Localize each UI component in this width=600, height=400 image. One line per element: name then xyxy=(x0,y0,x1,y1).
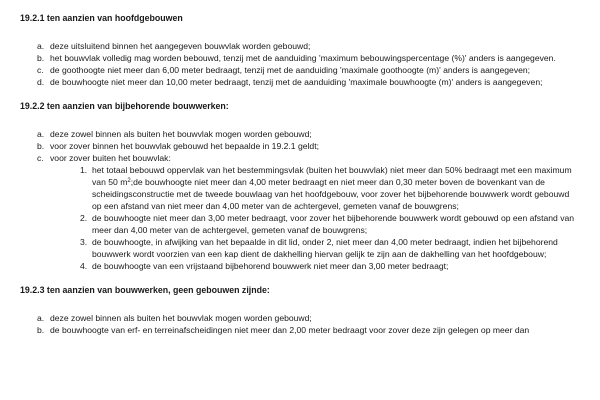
sub-list-marker: 1. xyxy=(80,165,88,175)
sub-list-item-text: het totaal bebouwd oppervlak van het bestemmingsvlak (buiten het bouwvlak) niet meer dan 50% bedraagt met een maximum van 50 m xyxy=(92,165,572,187)
list-item xyxy=(20,40,580,52)
list-marker: c. xyxy=(37,153,44,163)
sub-list-item xyxy=(20,212,580,236)
list-item-text: deze zowel binnen als buiten het bouwvlak mogen worden gebouwd; xyxy=(50,313,312,323)
list-item xyxy=(20,324,580,336)
sub-list-item-text-continued: ;de bouwhoogte niet meer dan 4,00 meter bedraagt en niet meer dan 0,30 meter boven de bovenkant van de scheidingsconstructie met de tweede bouwlaag van het hoofdgebouw, voor zover het bijbehorende bouwwerk wordt gebouwd op een afstand van niet meer dan 4,00 meter van de achtergevel, gemeten vanaf de bouwgrens; xyxy=(92,177,570,211)
list-marker: a. xyxy=(37,313,45,323)
sub-list-item xyxy=(20,260,580,272)
list-item-text: de bouwhoogte niet meer dan 10,00 meter bedraagt, tenzij met de aanduiding 'maximale bouwhoogte (m)' anders is aangegeven; xyxy=(50,77,543,87)
list-marker: a. xyxy=(37,129,45,139)
list-item xyxy=(20,52,580,64)
list-marker: a. xyxy=(37,41,45,51)
list-item-text: deze uitsluitend binnen het aangegeven bouwvlak worden gebouwd; xyxy=(50,41,311,51)
list-item-text: de bouwhoogte van erf- en terreinafscheidingen niet meer dan 2,00 meter bedraagt voor zover deze zijn gelegen op meer dan xyxy=(50,325,530,335)
superscript: 2 xyxy=(127,178,131,184)
section-heading-19-2-3: 19.2.3 ten aanzien van bouwwerken, geen gebouwen zijnde: xyxy=(20,285,270,295)
sub-list-marker: 3. xyxy=(80,237,88,247)
section-heading-19-2-2: 19.2.2 ten aanzien van bijbehorende bouwwerken: xyxy=(20,101,229,111)
list-marker: b. xyxy=(37,141,45,151)
list-item-text: voor zover buiten het bouwvlak: xyxy=(50,153,171,163)
list-marker: d. xyxy=(37,77,45,87)
sub-list-marker: 4. xyxy=(80,261,88,271)
sub-list-item-text: de bouwhoogte, in afwijking van het bepaalde in dit lid, onder 2, niet meer dan 4,00 meter bedraagt, indien het bijbehorend bouwwerk wordt voorzien van een kap dient de dakhelling hiervan gelijk te zijn aan de dakhelling van het hoofdgebouw; xyxy=(92,237,558,259)
section-heading-19-2-1: 19.2.1 ten aanzien van hoofdgebouwen xyxy=(20,13,183,23)
sub-list-marker: 2. xyxy=(80,213,88,223)
sub-list-item-text: de bouwhoogte van een vrijstaand bijbehorend bouwwerk niet meer dan 3,00 meter bedraagt; xyxy=(92,261,449,271)
list-item xyxy=(20,312,580,324)
list-marker: b. xyxy=(37,325,45,335)
list-item-text: deze zowel binnen als buiten het bouwvlak mogen worden gebouwd; xyxy=(50,129,312,139)
list-item xyxy=(20,128,580,140)
list-item-text: het bouwvlak volledig mag worden bebouwd, tenzij met de aanduiding 'maximum bebouwingspercentage (%)' anders is aangegeven. xyxy=(50,53,556,63)
list-item-text: voor zover binnen het bouwvlak gebouwd het bepaalde in 19.2.1 geldt; xyxy=(50,141,319,151)
list-item-text: de goothoogte niet meer dan 6,00 meter bedraagt, tenzij met de aanduiding 'maximale goothoogte (m)' anders is aangegeven; xyxy=(50,65,531,75)
list-item xyxy=(20,152,580,164)
sub-list-item xyxy=(20,164,580,212)
list-item xyxy=(20,64,580,76)
sub-list-item-text: de bouwhoogte niet meer dan 3,00 meter bedraagt, voor zover het bijbehorende bouwwerk wordt gebouwd op een afstand van meer dan 4,00 meter van de achtergevel, gemeten vanaf de bouwgrens; xyxy=(92,213,575,235)
sub-list-item xyxy=(20,236,580,260)
list-item xyxy=(20,76,580,88)
list-marker: b. xyxy=(37,53,45,63)
list-item xyxy=(20,140,580,152)
list-marker: c. xyxy=(37,65,44,75)
